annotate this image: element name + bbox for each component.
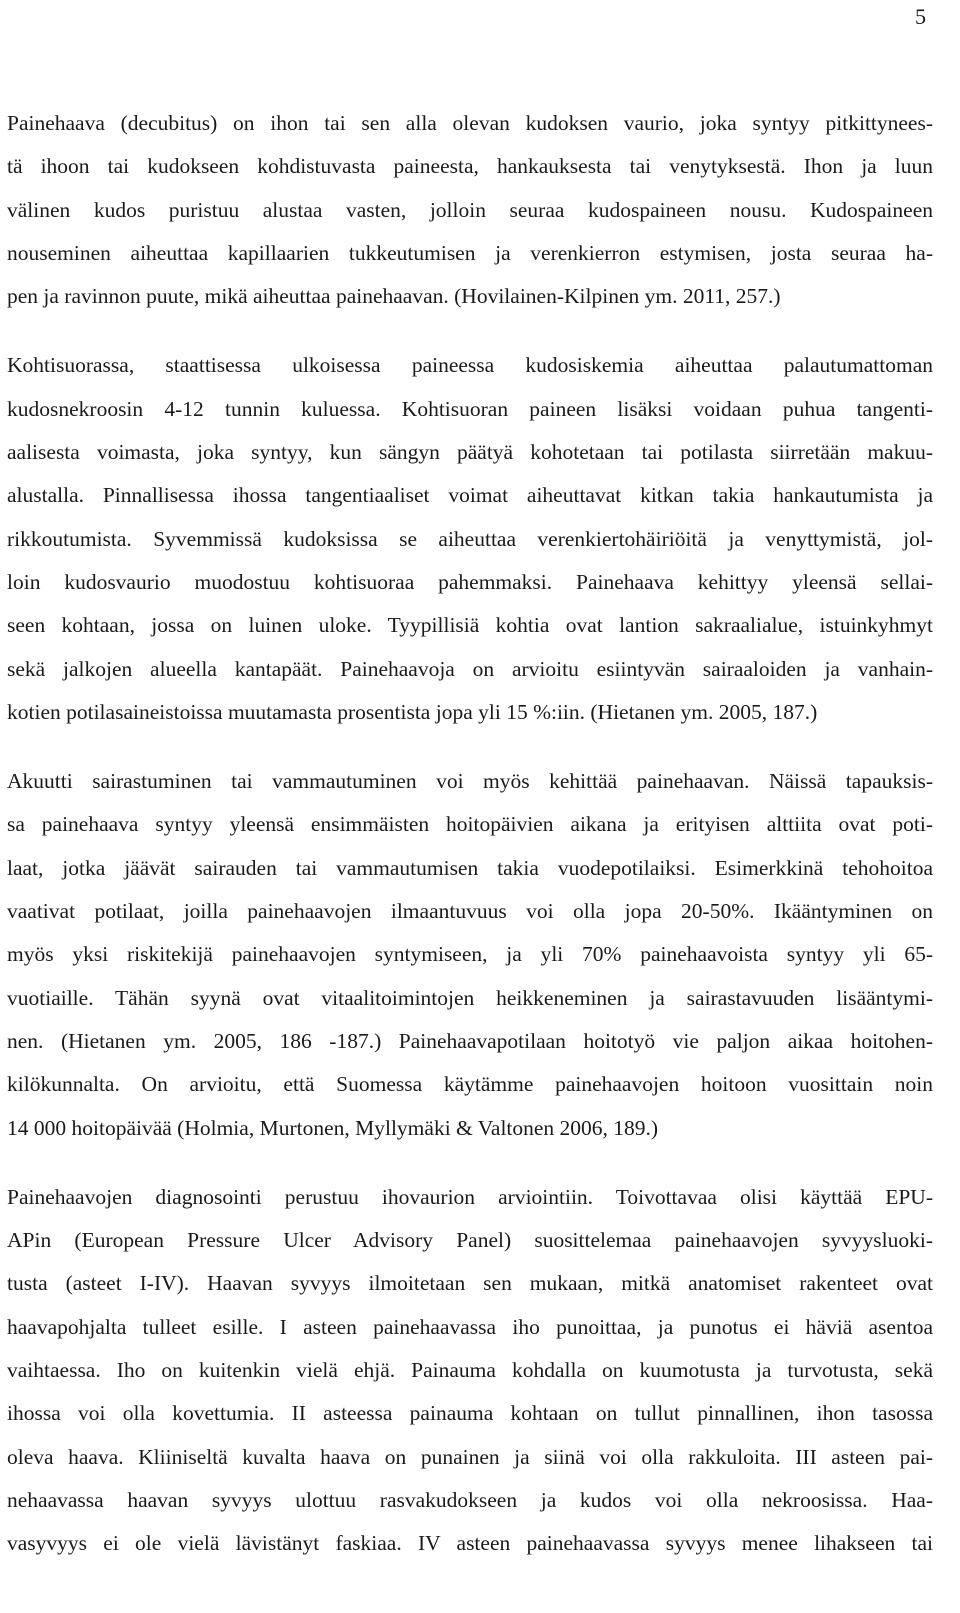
text-line: kotien potilasaineistoissa muutamasta prosentista jopa yli 15 %:iin. (Hietanen ym. 2005, 187.) xyxy=(7,699,818,724)
text-line: vasyvyys ei ole vielä lävistänyt faskiaa. IV asteen painehaavassa syvyys menee lihakseen tai xyxy=(7,1531,933,1556)
text-line: haavapohjalta tulleet esille. I asteen painehaavassa iho punoittaa, ja punotus ei häviä asentoa xyxy=(7,1314,933,1339)
text-line: ihossa voi olla kovettumia. II asteessa painauma kohtaan on tullut pinnallinen, ihon tasossa xyxy=(7,1401,933,1426)
text-line: vaihtaessa. Iho on kuitenkin vielä ehjä. Painauma kohdalla on kuumotusta ja turvotusta, sekä xyxy=(7,1358,933,1383)
document-body xyxy=(7,102,933,1566)
text-line: nen. (Hietanen ym. 2005, 186 -187.) Painehaavapotilaan hoitotyö vie paljon aikaa hoitohen- xyxy=(7,1028,933,1053)
paragraph-tangential-forces xyxy=(7,344,933,734)
text-line: välinen kudos puristuu alustaa vasten, jolloin seuraa kudospaineen nousu. Kudospaineen xyxy=(7,197,933,222)
text-line: loin kudosvaurio muodostuu kohtisuoraa pahemmaksi. Painehaava kehittyy yleensä sellai- xyxy=(7,569,933,594)
text-line: tä ihoon tai kudokseen kohdistuvasta paineesta, hankauksesta tai venytyksestä. Ihon ja luun xyxy=(7,154,933,179)
text-line: myös yksi riskitekijä painehaavojen syntymiseen, ja yli 70% painehaavoista syntyy yli 65- xyxy=(7,942,933,967)
text-line: tusta (asteet I-IV). Haavan syvyys ilmoitetaan sen mukaan, mitkä anatomiset rakenteet ovat xyxy=(7,1271,933,1296)
paragraph-definition xyxy=(7,102,933,318)
text-line: APin (European Pressure Ulcer Advisory Panel) suosittelemaa painehaavojen syvyysluoki- xyxy=(7,1228,933,1253)
text-line: kudosnekroosin 4-12 tunnin kuluessa. Kohtisuoran paineen lisäksi voidaan puhua tangenti- xyxy=(7,396,933,421)
text-line: alustalla. Pinnallisessa ihossa tangentiaaliset voimat aiheuttavat kitkan takia hankautumista ja xyxy=(7,483,933,508)
text-line: vuotiaille. Tähän syynä ovat vitaalitoimintojen heikkeneminen ja sairastavuuden lisääntymi- xyxy=(7,985,933,1010)
text-line: nouseminen aiheuttaa kapillaarien tukkeutumisen ja verenkierron estymisen, josta seuraa ha- xyxy=(7,240,933,265)
text-line: vaativat potilaat, joilla painehaavojen ilmaantuvuus voi olla jopa 20-50%. Ikääntyminen on xyxy=(7,899,933,924)
text-line: Painehaava (decubitus) on ihon tai sen alla olevan kudoksen vaurio, joka syntyy pitkittynees- xyxy=(7,111,933,135)
paragraph-diagnosis xyxy=(7,1176,933,1566)
text-line: seen kohtaan, jossa on luinen uloke. Tyypillisiä kohtia ovat lantion sakraalialue, istuinkyhmyt xyxy=(7,613,933,638)
paragraph-risk-factors xyxy=(7,760,933,1150)
text-line: 14 000 hoitopäivää (Holmia, Murtonen, Myllymäki & Valtonen 2006, 189.) xyxy=(7,1115,659,1140)
text-line: aalisesta voimasta, joka syntyy, kun sängyn päätyä kohotetaan tai potilasta siirretään makuu- xyxy=(7,440,933,465)
text-line: nehaavassa haavan syvyys ulottuu rasvakudokseen ja kudos voi olla nekroosissa. Haa- xyxy=(7,1487,933,1512)
text-line: sa painehaava syntyy yleensä ensimmäisten hoitopäivien aikana ja erityisen alttiita ovat poti- xyxy=(7,812,933,837)
text-line: oleva haava. Kliiniseltä kuvalta haava on punainen ja siinä voi olla rakkuloita. III asteen pai- xyxy=(7,1444,933,1469)
text-line: sekä jalkojen alueella kantapäät. Painehaavoja on arvioitu esiintyvän sairaaloiden ja vanhain- xyxy=(7,656,933,681)
text-line: Kohtisuorassa, staattisessa ulkoisessa paineessa kudosiskemia aiheuttaa palautumattoman xyxy=(7,353,933,378)
text-line: kilökunnalta. On arvioitu, että Suomessa käytämme painehaavojen hoitoon vuosittain noin xyxy=(7,1072,933,1097)
text-line: Akuutti sairastuminen tai vammautuminen voi myös kehittää painehaavan. Näissä tapauksis- xyxy=(7,769,933,794)
text-line: pen ja ravinnon puute, mikä aiheuttaa painehaavan. (Hovilainen-Kilpinen ym. 2011, 257.) xyxy=(7,284,781,309)
page-number: 5 xyxy=(915,4,926,29)
text-line: laat, jotka jäävät sairauden tai vammautumisen takia vuodepotilaiksi. Esimerkkinä tehohoitoa xyxy=(7,855,933,880)
text-line: Painehaavojen diagnosointi perustuu ihovaurion arviointiin. Toivottavaa olisi käyttää EPU- xyxy=(7,1184,933,1209)
text-line: rikkoutumista. Syvemmissä kudoksissa se aiheuttaa verenkiertohäiriöitä ja venyttymistä, jol- xyxy=(7,526,933,551)
